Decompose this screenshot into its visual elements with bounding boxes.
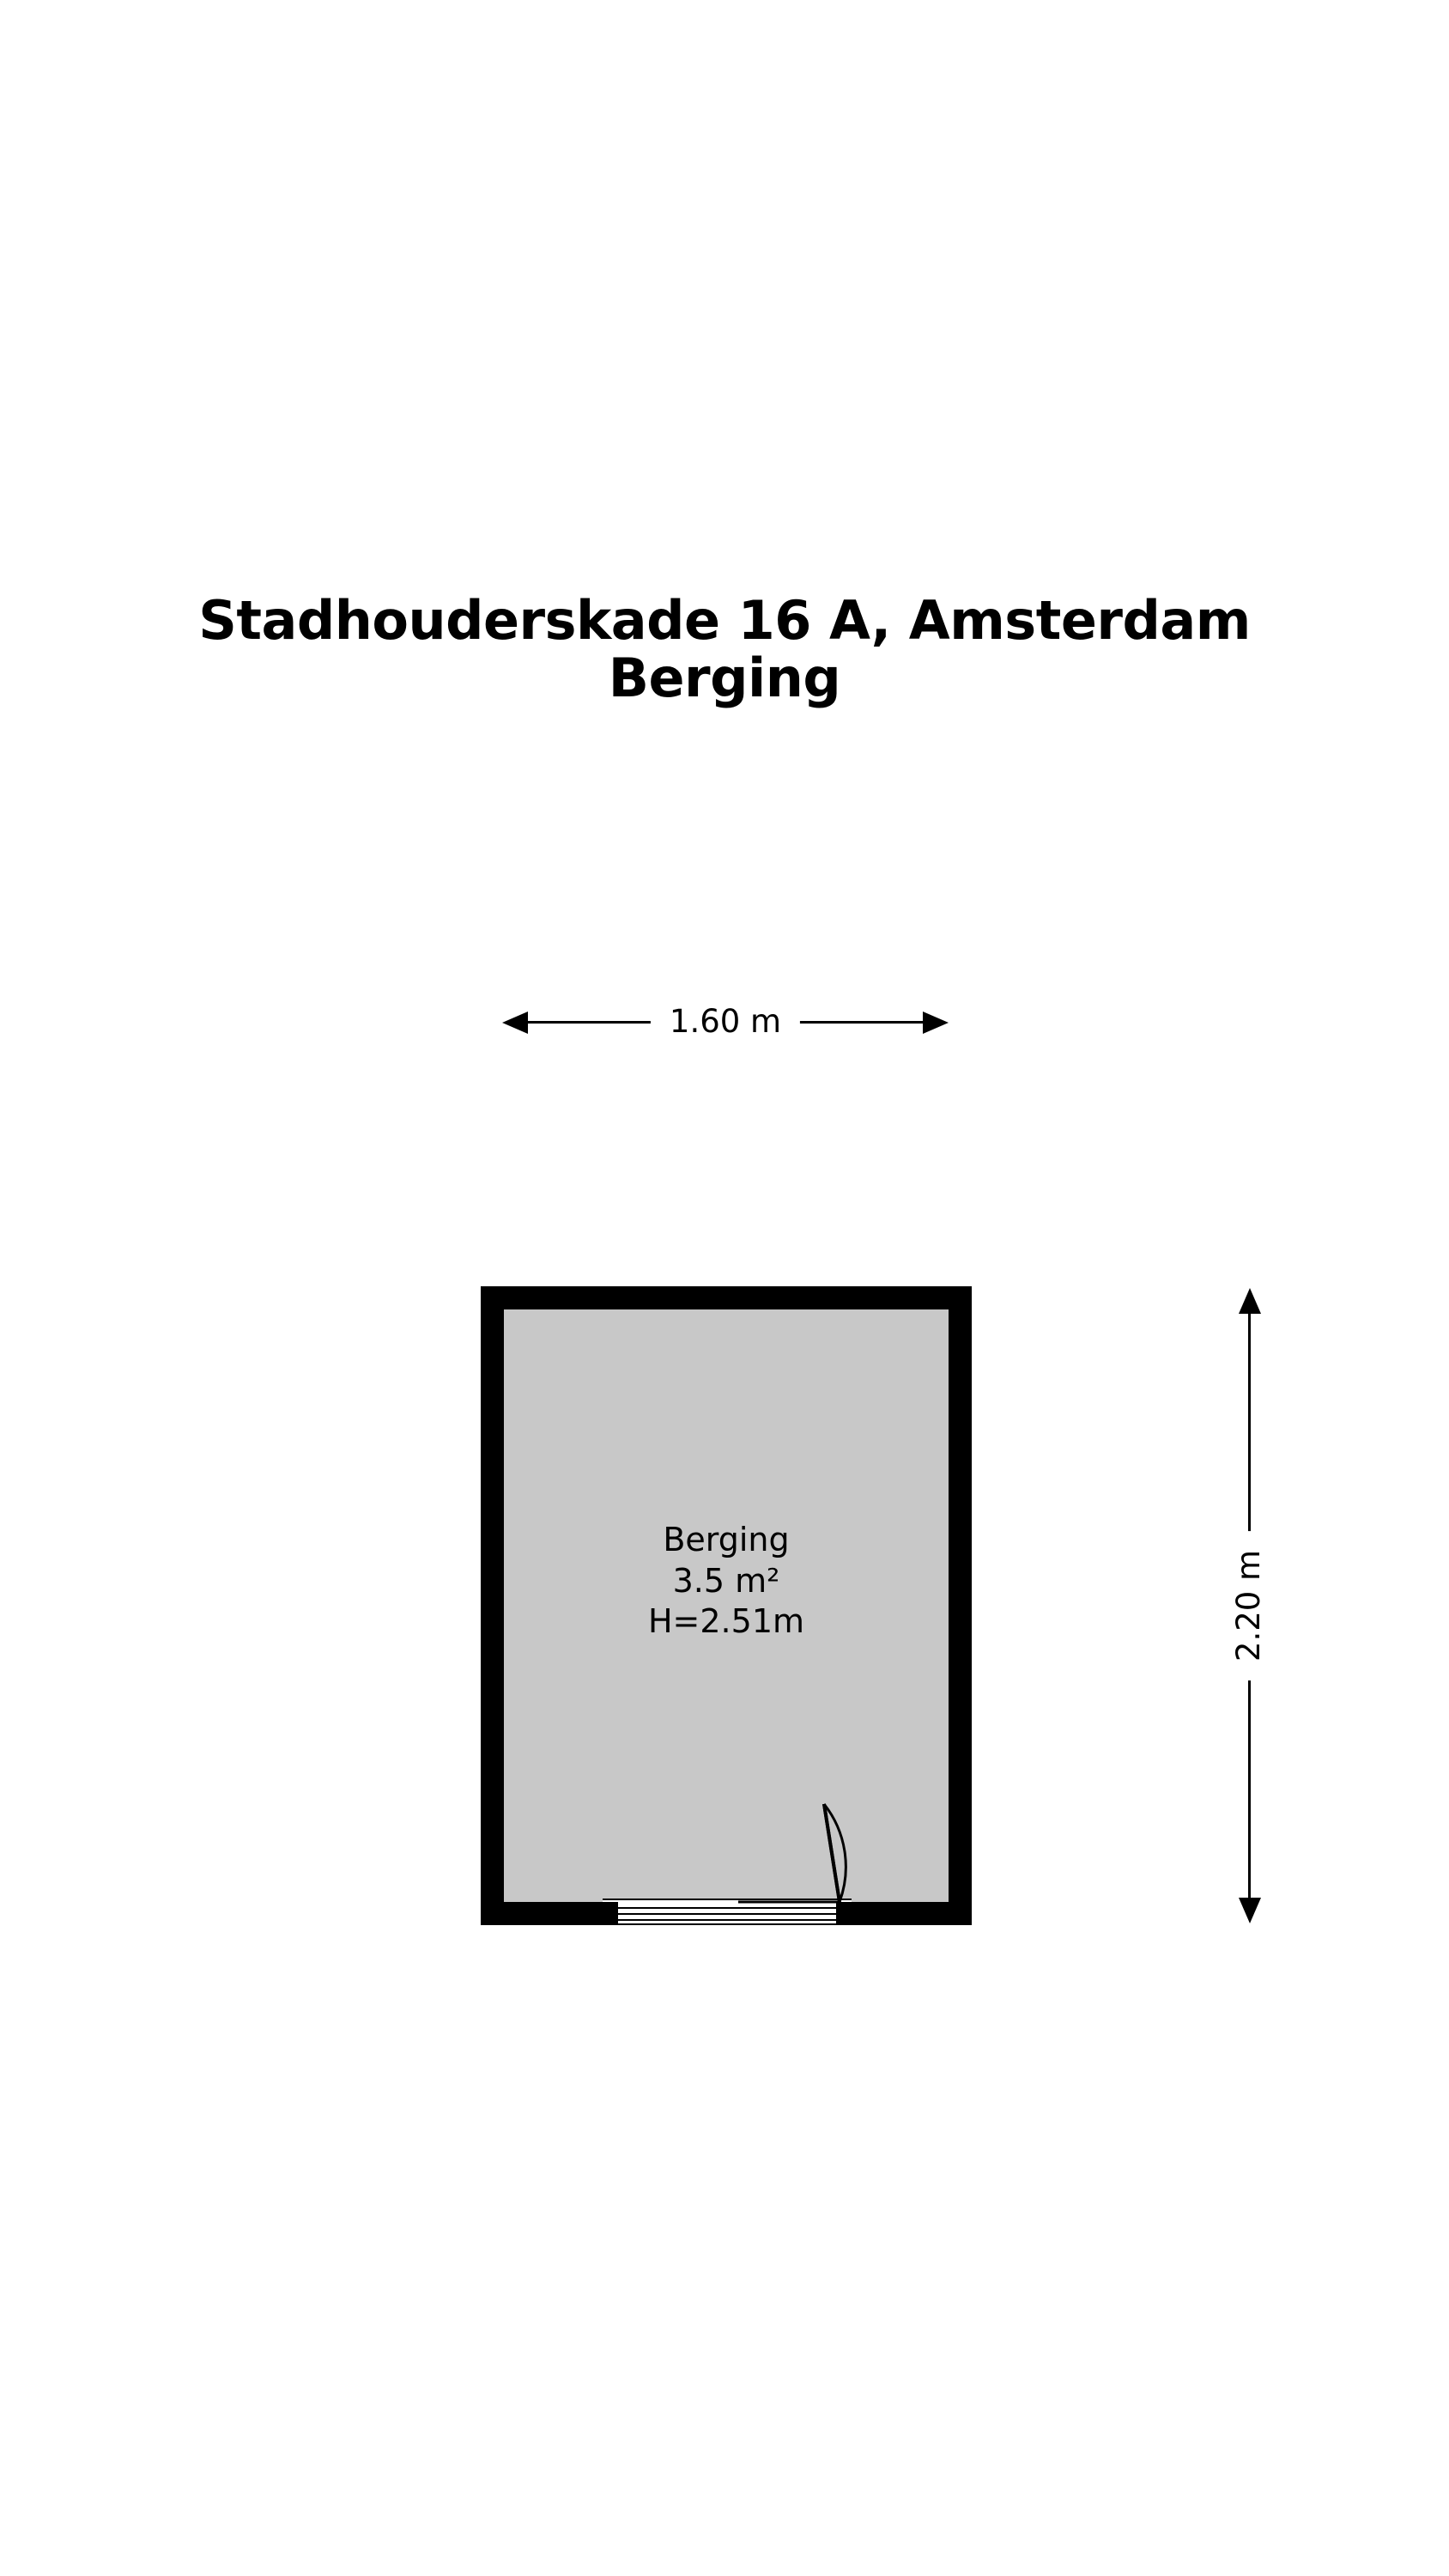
door-jamb-right (836, 1902, 852, 1925)
door-jamb-left (603, 1902, 618, 1925)
room-name: Berging (663, 1521, 790, 1558)
arrow-down-icon (1239, 1898, 1261, 1923)
dimension-width-label: 1.60 m (651, 999, 800, 1045)
dimension-height (1219, 1288, 1279, 1923)
room-label (481, 1520, 972, 1643)
title-address: Stadhouderskade 16 A, Amsterdam (198, 589, 1251, 652)
room-area: 3.5 m² (672, 1561, 780, 1600)
page-title (0, 589, 1449, 709)
dimension-width (502, 992, 949, 1052)
floorplan (481, 1286, 972, 1925)
room-ceiling-height: H=2.51m (647, 1602, 805, 1640)
arrow-right-icon (923, 1012, 949, 1034)
title-subtitle: Berging (608, 646, 841, 709)
dimension-height-label: 2.20 m (1227, 1531, 1271, 1680)
door-opening (603, 1899, 852, 1925)
